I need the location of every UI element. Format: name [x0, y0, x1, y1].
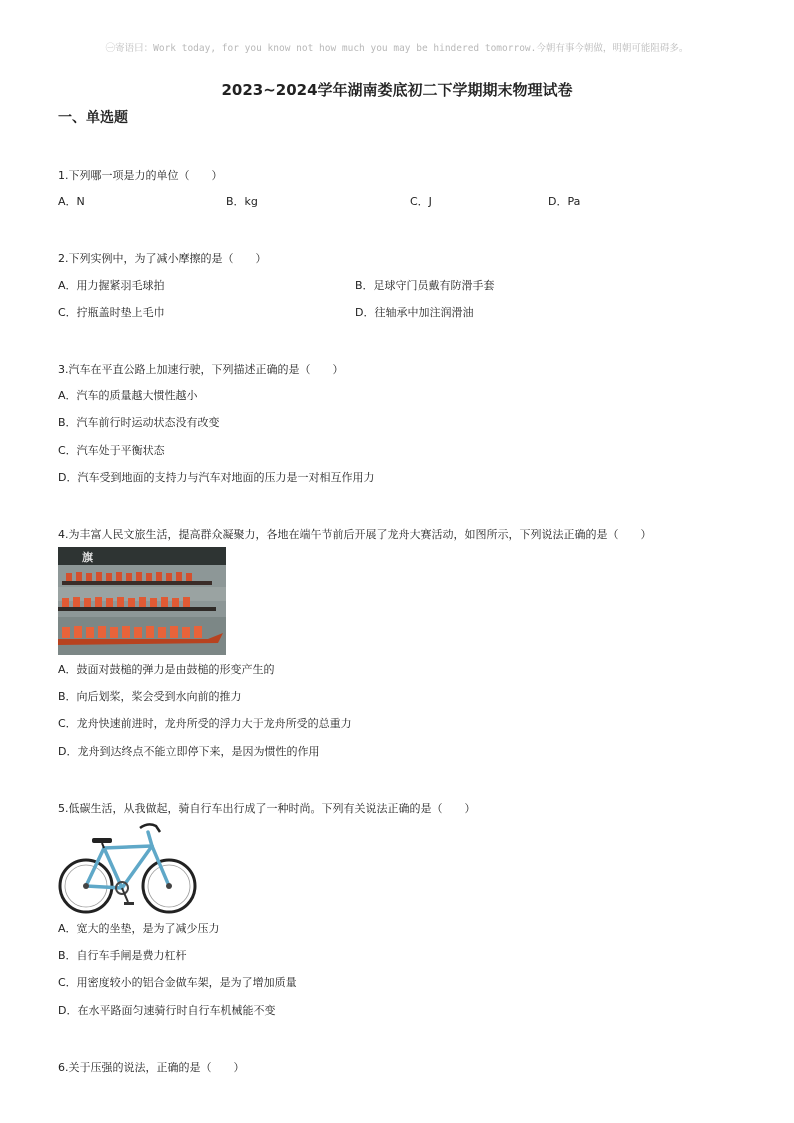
question-3: 3.汽车在平直公路上加速行驶，下列描述正确的是（ ）	[58, 363, 344, 376]
q1-option-d: D．Pa	[548, 195, 581, 208]
q3-option-b: B．汽车前行时运动状态没有改变	[58, 416, 220, 429]
q3-option-a: A．汽车的质量越大惯性越小	[58, 389, 198, 402]
q3-option-c: C．汽车处于平衡状态	[58, 444, 165, 457]
q2-option-a: A．用力握紧羽毛球拍	[58, 279, 165, 292]
q4-option-a: A．鼓面对鼓槌的弹力是由鼓槌的形变产生的	[58, 663, 275, 676]
q2-option-c: C．拧瓶盖时垫上毛巾	[58, 306, 165, 319]
question-5: 5.低碳生活，从我做起，骑自行车出行成了一种时尚。下列有关说法正确的是（ ）	[58, 802, 476, 815]
q5-option-d: D．在水平路面匀速骑行时自行车机械能不变	[58, 1004, 276, 1017]
q3-option-d: D．汽车受到地面的支持力与汽车对地面的压力是一对相互作用力	[58, 471, 375, 484]
question-6: 6.关于压强的说法，正确的是（ ）	[58, 1061, 245, 1074]
question-2: 2.下列实例中，为了减小摩擦的是（ ）	[58, 252, 267, 265]
q5-option-c: C．用密度较小的铝合金做车架，是为了增加质量	[58, 976, 297, 989]
q4-option-d: D．龙舟到达终点不能立即停下来，是因为惯性的作用	[58, 745, 320, 758]
q5-option-a: A．宽大的坐垫，是为了减少压力	[58, 922, 220, 935]
question-4: 4.为丰富人民文旅生活，提高群众凝聚力，各地在端午节前后开展了龙舟大赛活动，如图所示，下列说法正确的是（ ）	[58, 528, 652, 541]
photo-banner-text: 旗	[82, 551, 93, 564]
q1-option-c: C．J	[410, 195, 432, 208]
q5-option-b: B．自行车手闸是费力杠杆	[58, 949, 187, 962]
dragon-boat-photo	[58, 547, 226, 655]
q1-option-b: B．kg	[226, 195, 258, 208]
bicycle-illustration	[56, 818, 198, 914]
q4-option-b: B．向后划桨，桨会受到水向前的推力	[58, 690, 242, 703]
q4-option-c: C．龙舟快速前进时，龙舟所受的浮力大于龙舟所受的总重力	[58, 717, 352, 730]
q2-option-d: D．往轴承中加注润滑油	[355, 306, 474, 319]
section-heading: 一、单选题	[58, 110, 128, 126]
page-title: 2023~2024学年湖南娄底初二下学期期末物理试卷	[221, 81, 573, 99]
q2-option-b: B．足球守门员戴有防滑手套	[355, 279, 495, 292]
q1-option-a: A．N	[58, 195, 85, 208]
header-motto: ㊀寄语曰：Work today, for you know not how much you may be hindered tomorrow.今朝有事今朝做，明朝可能阻碍多。	[105, 43, 689, 54]
question-1: 1.下列哪一项是力的单位（ ）	[58, 169, 223, 182]
